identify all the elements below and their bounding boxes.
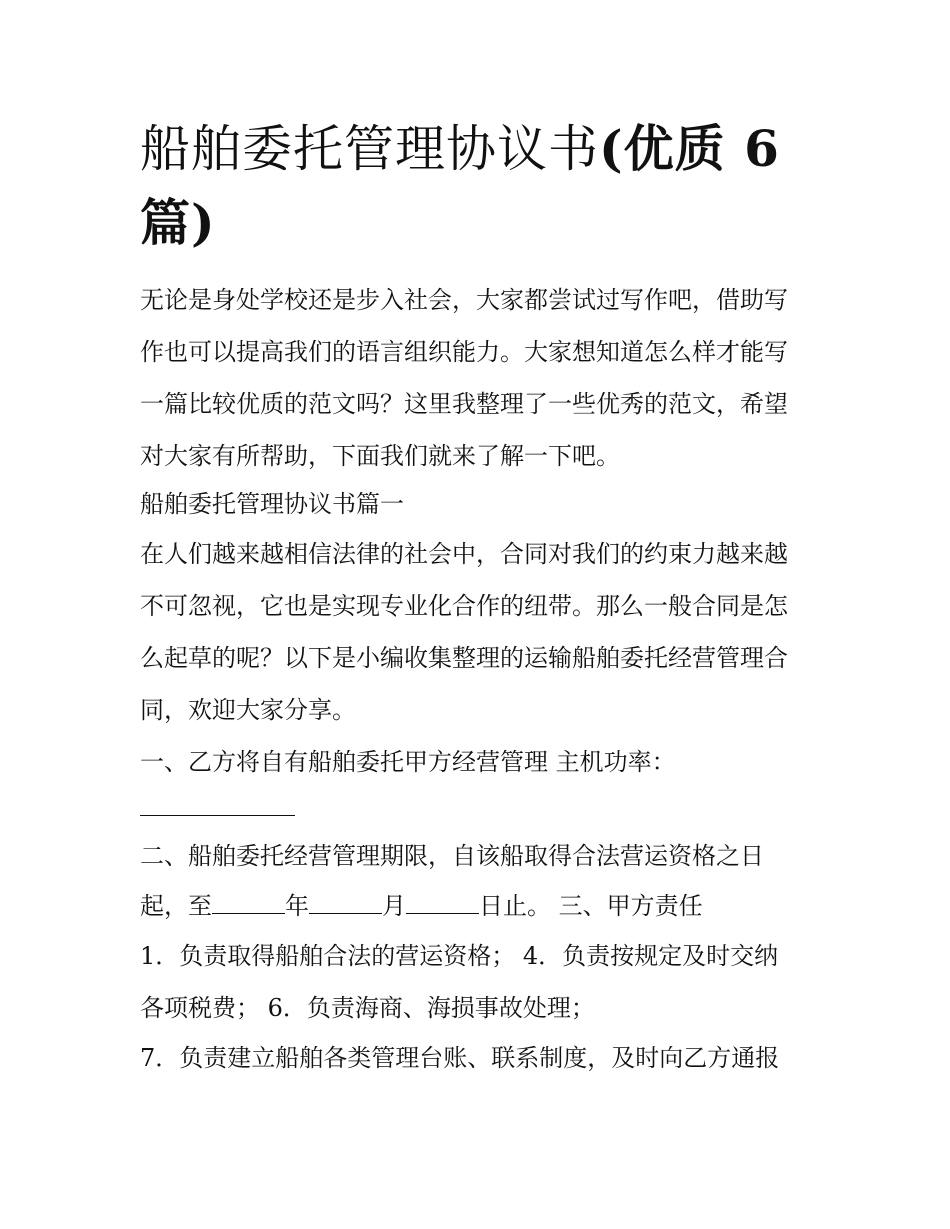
month-blank [309,887,382,914]
clause-1: 一、乙方将自有船舶委托甲方经营管理 主机功率： [140,748,676,776]
clause-2-end: 日止。 三、甲方责任 [479,892,703,920]
title-line-2: 篇) [140,193,216,252]
blank-underline [140,789,295,816]
item-1-line-1: 1．负责取得船舶合法的营运资格； 4．负责按规定及时交纳 [140,942,779,970]
item-1-line-2: 各项税费； 6．负责海商、海损事故处理； [140,994,595,1022]
intro-line-2: 作也可以提高我们的语言组织能力。大家想知道怎么样才能写 [140,338,788,366]
clause-1-blank-line [140,788,295,828]
clause-2-line-2 [140,886,703,926]
para1-line-3: 么起草的呢？以下是小编收集整理的运输船舶委托经营管理合 [140,644,788,672]
clause-2-start: 起，至 [140,892,212,920]
intro-line-4: 对大家有所帮助，下面我们就来了解一下吧。 [140,442,620,470]
clause-2-line-1: 二、船舶委托经营管理期限，自该船取得合法营运资格之日 [140,842,764,870]
document-title [140,112,820,260]
section-heading: 船舶委托管理协议书篇一 [140,490,404,518]
clause-2-year: 年 [285,892,309,920]
clause-2-month: 月 [382,892,406,920]
item-7: 7．负责建立船舶各类管理台账、联系制度，及时向乙方通报 [140,1044,780,1072]
title-bold-text: (优质 6 [599,119,780,178]
year-blank [212,887,285,914]
title-main-text: 船舶委托管理协议书 [140,120,599,178]
para1-line-1: 在人们越来越相信法律的社会中，合同对我们的约束力越来越 [140,540,788,568]
intro-line-3: 一篇比较优质的范文吗？这里我整理了一些优秀的范文，希望 [140,390,788,418]
intro-line-1: 无论是身处学校还是步入社会，大家都尝试过写作吧，借助写 [140,286,788,314]
para1-line-2: 不可忽视，它也是实现专业化合作的纽带。那么一般合同是怎 [140,592,788,620]
para1-line-4: 同，欢迎大家分享。 [140,696,356,724]
day-blank [406,887,479,914]
